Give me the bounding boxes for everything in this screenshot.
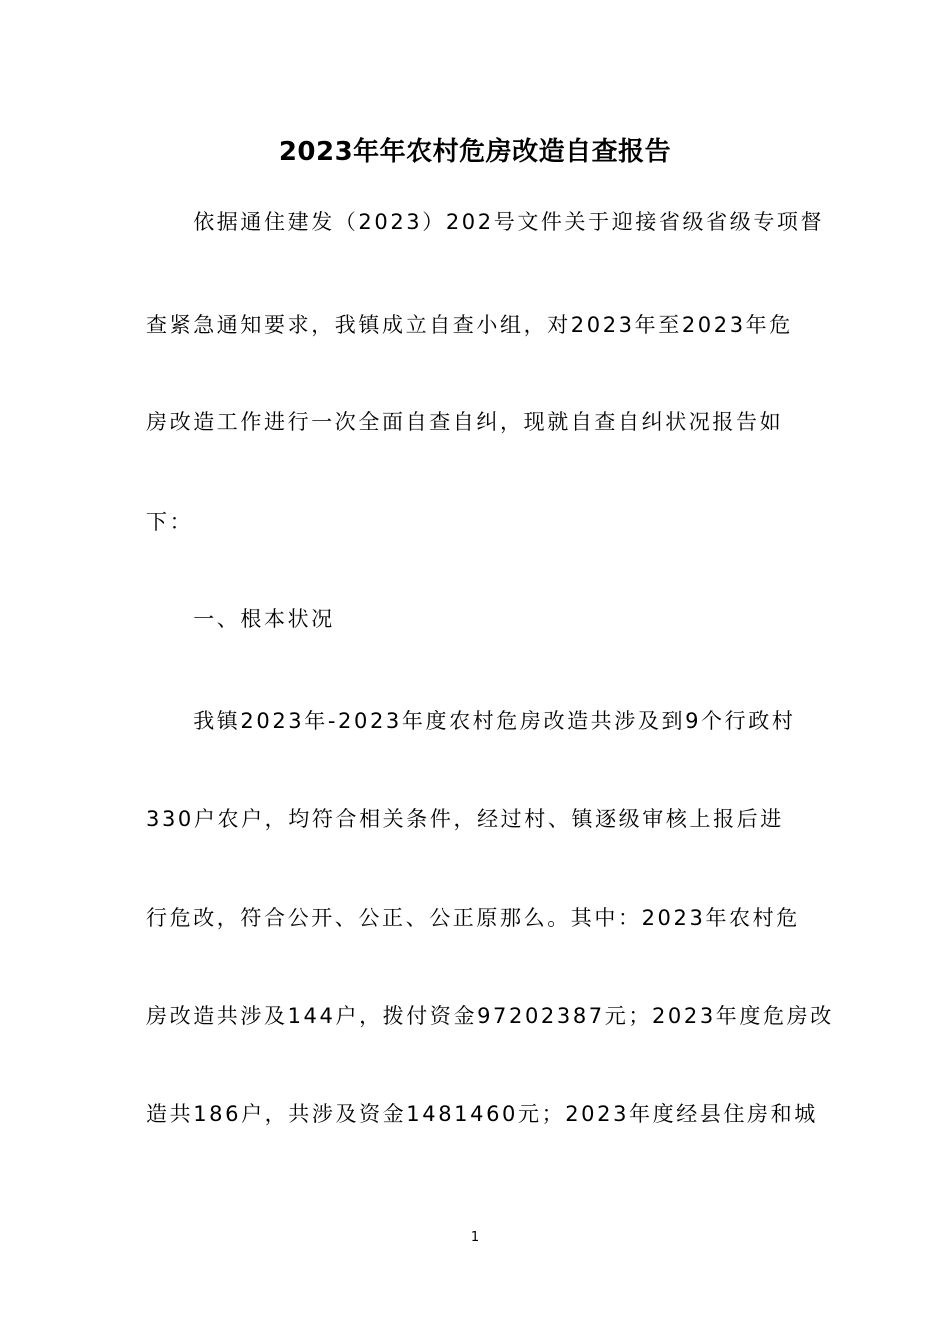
section-heading: 一、根本状况	[146, 607, 335, 631]
body-line: 我镇2023年-2023年度农村危房改造共涉及到9个行政村	[146, 709, 796, 733]
body-line: 房改造共涉及144户，拨付资金97202387元；2023年度危房改	[146, 1004, 834, 1028]
body-line: 330户农户，均符合相关条件，经过村、镇逐级审核上报后进	[146, 807, 784, 831]
body-line: 下：	[146, 510, 194, 534]
body-line: 房改造工作进行一次全面自查自纠，现就自查自纠状况报告如	[146, 410, 784, 434]
document-title: 2023年年农村危房改造自查报告	[278, 137, 672, 167]
body-line: 造共186户，共涉及资金1481460元；2023年度经县住房和城	[146, 1102, 818, 1126]
body-line: 依据通住建发（2023）202号文件关于迎接省级省级专项督	[146, 210, 825, 234]
page-number: 1	[470, 1230, 480, 1245]
body-line: 行危改，符合公开、公正、公正原那么。其中：2023年农村危	[146, 906, 800, 930]
body-line: 查紧急通知要求，我镇成立自查小组，对2023年至2023年危	[146, 313, 793, 337]
